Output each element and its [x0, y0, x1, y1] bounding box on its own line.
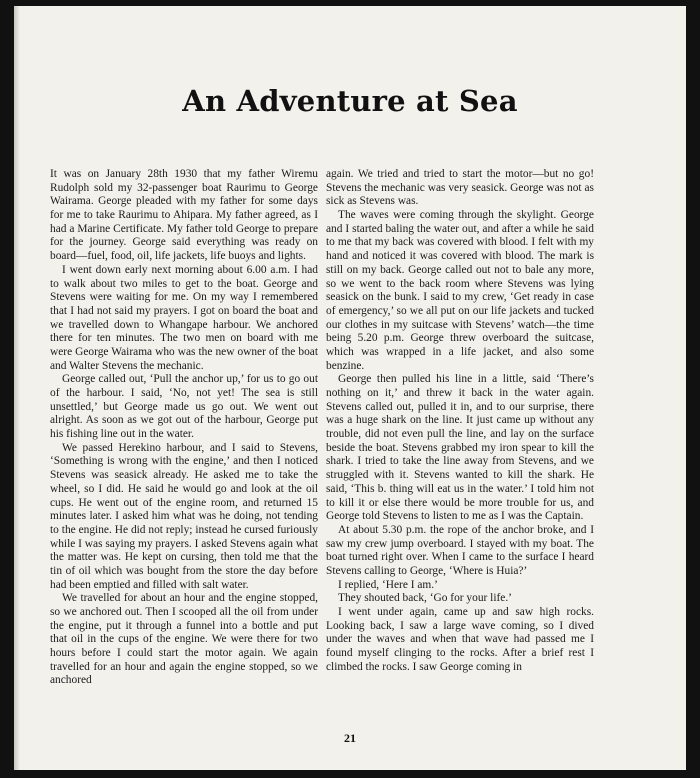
text-column-right [326, 168, 594, 674]
paragraph: George then pulled his line in a little, said ‘There’s nothing on it,’ and threw it back in the water again. Stevens called out, pulled it in, and to our surprise, there was a huge shark on the line. It just came up without any trouble, did not even pull the line, and lay on the surface beside the boat. Stevens grabbed my iron spear to kill the shark. I tried to take the line away from Stevens, and we struggled with it. Stevens wanted to kill the shark. He said, ‘This b. thing will eat us in the water.’ I told him not to kill it or else there would be more trouble for us, and George told Stevens to listen to me as I was the Captain. [326, 373, 594, 523]
page-title: An Adventure at Sea [182, 84, 518, 118]
book-page [14, 6, 686, 770]
page-number: 21 [344, 731, 356, 745]
paragraph: I replied, ‘Here I am.’ [338, 578, 438, 591]
paragraph: George called out, ‘Pull the anchor up,’ for us to go out of the harbour. I said, ‘No, not yet! The sea is still unsettled,’ but George made us go out. We went out alright. As soon as we got out of the harbour, George put his fishing line out in the water. [50, 373, 318, 441]
text-column-left [50, 168, 318, 688]
paragraph: They shouted back, ‘Go for your life.’ [338, 592, 512, 605]
paragraph: It was on January 28th 1930 that my father Wiremu Rudolph sold my 32-passenger boat Raurimu to George Wairama. George pleaded with my father for some days for me to take Raurimu to Ahipara. My father agreed, as I had a Marine Certificate. My father told George to prepare for the journey. George said everything was ready on board—fuel, food, oil, life jackets, life buoys and lights. [50, 168, 318, 263]
paragraph: The waves were coming through the skylight. George and I started baling the water out, and after a while he said to me that my back was covered with blood. I felt with my hand and noticed it was covered with blood. The mark is still on my back. George called out not to bale any more, so we went to the back room where Stevens was lying seasick on the bunk. I said to my crew, ‘Get ready in case of emergency,’ so we all put on our life jackets and tucked our clothes in my suitcase with Stevens’ watch—the time being 5.20 p.m. George threw overboard the suitcase, which was wrapped in a life jacket, and also some benzine. [326, 209, 594, 372]
paragraph: At about 5.30 p.m. the rope of the anchor broke, and I saw my crew jump overboard. I stayed with my boat. The boat turned right over. When I came to the surface I heard Stevens calling to George, ‘Where is Huia?’ [326, 523, 594, 577]
paragraph: again. We tried and tried to start the motor—but no go! Stevens the mechanic was very seasick. George was not as sick as Stevens was. [326, 168, 594, 208]
paragraph: I went under again, came up and saw high rocks. Looking back, I saw a large wave coming, so I dived under the waves and when that wave had passed me I found myself clinging to the rocks. After a brief rest I climbed the rocks. I saw George coming in [326, 606, 594, 673]
paragraph: We passed Herekino harbour, and I said to Stevens, ‘Something is wrong with the engine,’ and then I noticed Stevens was seasick already. He asked me to take the wheel, so I did. He said he would go and look at the oil cups. He went out of the engine room, and returned 15 minutes later. I asked him what was he doing, not tending to the engine. He did not reply; instead he cursed furiously while I was saying my prayers. I asked Stevens again what the matter was. He kept on cursing, then told me that the tin of oil which was bought from the store the day before had been emptied and filled with salt water. [50, 441, 318, 591]
page-spine-shadow [14, 6, 20, 770]
paragraph: We travelled for about an hour and the engine stopped, so we anchored out. Then I scooped all the oil from under the engine, put it through a funnel into a bottle and put that oil in the cups of the engine. We were there for two hours before I could start the motor again. We again travelled for an hour and again the engine stopped, so we anchored [50, 592, 318, 687]
paragraph: I went down early next morning about 6.00 a.m. I had to walk about two miles to get to the boat. George and Stevens were waiting for me. On my way I remembered that I had not said my prayers. I got on board the boat and we travelled down to Whangape harbour. We anchored there for ten minutes. The two men on board with me were George Wairama who was the new owner of the boat and Walter Stevens the mechanic. [50, 263, 318, 372]
